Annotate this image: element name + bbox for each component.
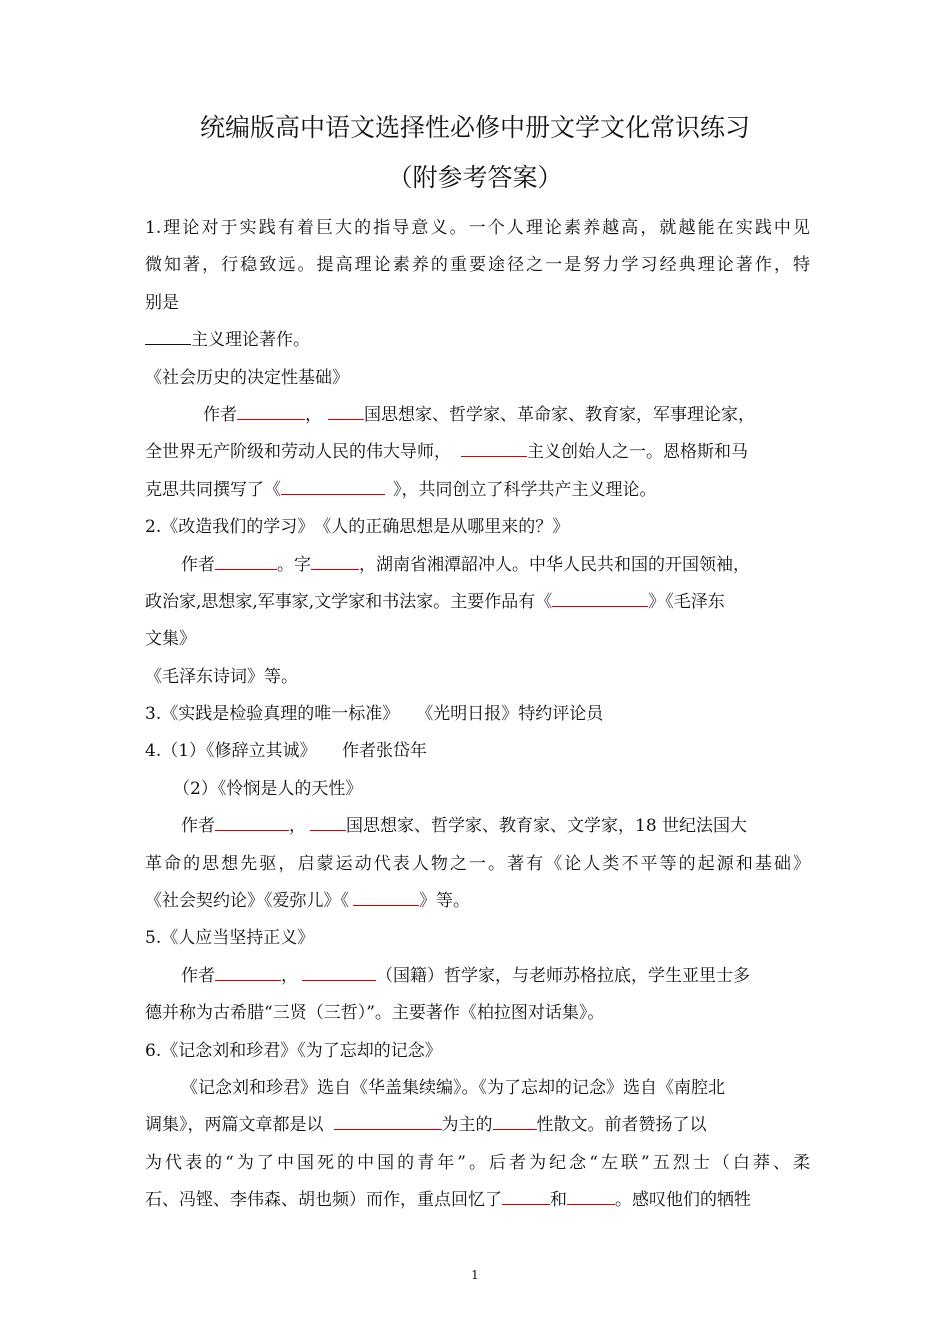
- q3-line-1: 3.《实践是检验真理的唯一标准》 《光明日报》特约评论员: [145, 704, 604, 725]
- q1-line-4: 主义理论著作。: [145, 322, 810, 359]
- q2-line-3: 政治家,思想家,军事家,文学家和书法家。主要作品有《 》《毛泽东: [145, 591, 725, 612]
- q2-line-1: 2.《改造我们的学习》 《人的正确思想是从哪里来的？》: [145, 517, 570, 538]
- q5-line-2: 作者 ， （国籍）哲学家，与老师苏格拉底，学生亚里士多: [181, 965, 750, 986]
- answer-blank[interactable]: [493, 1128, 537, 1130]
- answer-blank[interactable]: [237, 418, 305, 420]
- page-subtitle: （附参考答案）: [387, 163, 563, 192]
- q4-line-2: （2）《怜悯是人的天性》: [173, 778, 363, 799]
- answer-blank[interactable]: [302, 979, 376, 981]
- answer-blank[interactable]: [215, 979, 281, 981]
- q6-line-1: 6.《记念刘和珍君》《为了忘却的记念》: [145, 1040, 442, 1061]
- answer-blank[interactable]: [328, 418, 364, 420]
- q6-line-4: 为代表的“为了中国死的中国的青年”。后者为纪念“左联”五烈士（白莽、柔: [145, 1152, 810, 1173]
- answer-blank[interactable]: [334, 1128, 442, 1130]
- q1-line-3: 别是: [145, 292, 179, 313]
- document-body: [145, 210, 810, 1220]
- answer-blank[interactable]: [502, 1203, 550, 1205]
- q4-line-5: 《社会契约论》《爱弥儿》《 》等。: [145, 891, 470, 912]
- q1-line-7: 全世界无产阶级和劳动人民的伟大导师， 主义创始人之一。恩格斯和马: [145, 442, 748, 463]
- q2-line-4: 文集》: [145, 629, 196, 650]
- q5-line-1: 5.《人应当坚持正义》: [145, 928, 315, 949]
- answer-blank[interactable]: [353, 904, 419, 906]
- q6-line-2: 《记念刘和珍君》选自《华盖集续编》。《为了忘却的记念》选自《南腔北: [181, 1077, 725, 1098]
- answer-blank[interactable]: [461, 455, 527, 457]
- q2-line-5: 《毛泽东诗词》等。: [145, 666, 298, 687]
- page-number: 1: [471, 1268, 479, 1282]
- answer-blank[interactable]: [215, 829, 289, 831]
- q4-line-4: 革命的思想先驱，启蒙运动代表人物之一。著有《论人类不平等的起源和基础》: [145, 853, 810, 874]
- q6-line-5: 石、冯铿、李伟森、胡也频）而作，重点回忆了 和 。感叹他们的牺牲: [145, 1190, 751, 1211]
- q5-line-3: 德并称为古希腊“三贤（三哲）”。主要著作《柏拉图对话集》。: [145, 1003, 605, 1024]
- q4-line-3: 作者 ， 国思想家、哲学家、教育家、文学家，18 世纪法国大: [181, 816, 748, 837]
- q4-line-1: 4.（1）《修辞立其诚》 作者张岱年: [145, 741, 428, 762]
- q6-line-3: 调集》，两篇文章都是以 为主的 性散文。前者赞扬了以: [145, 1115, 707, 1136]
- q2-line-2: 作者 。字 ，湖南省湘潭韶冲人。中华人民共和国的开国领袖，: [181, 554, 750, 575]
- q1-line-5: 《社会历史的决定性基础》: [145, 367, 349, 388]
- answer-blank[interactable]: [281, 493, 385, 495]
- answer-blank[interactable]: [145, 343, 191, 345]
- q1-line-6: 作者 ， 国思想家、哲学家、革命家、教育家，军事理论家，: [203, 404, 755, 425]
- answer-blank[interactable]: [215, 568, 277, 570]
- answer-blank[interactable]: [311, 568, 359, 570]
- answer-blank[interactable]: [567, 1203, 615, 1205]
- page-title: 统编版高中语文选择性必修中册文学文化常识练习: [199, 113, 750, 142]
- answer-blank[interactable]: [310, 829, 346, 831]
- q1-line-8: 克思共同撰写了《 》，共同创立了科学共产主义理论。: [145, 479, 657, 500]
- q1-line-2: 微知著，行稳致远。提高理论素养的重要途径之一是努力学习经典理论著作，特: [145, 255, 810, 276]
- answer-blank[interactable]: [552, 605, 648, 607]
- q1-line-1: 1.理论对于实践有着巨大的指导意义。一个人理论素养越高，就越能在实践中见: [145, 218, 810, 238]
